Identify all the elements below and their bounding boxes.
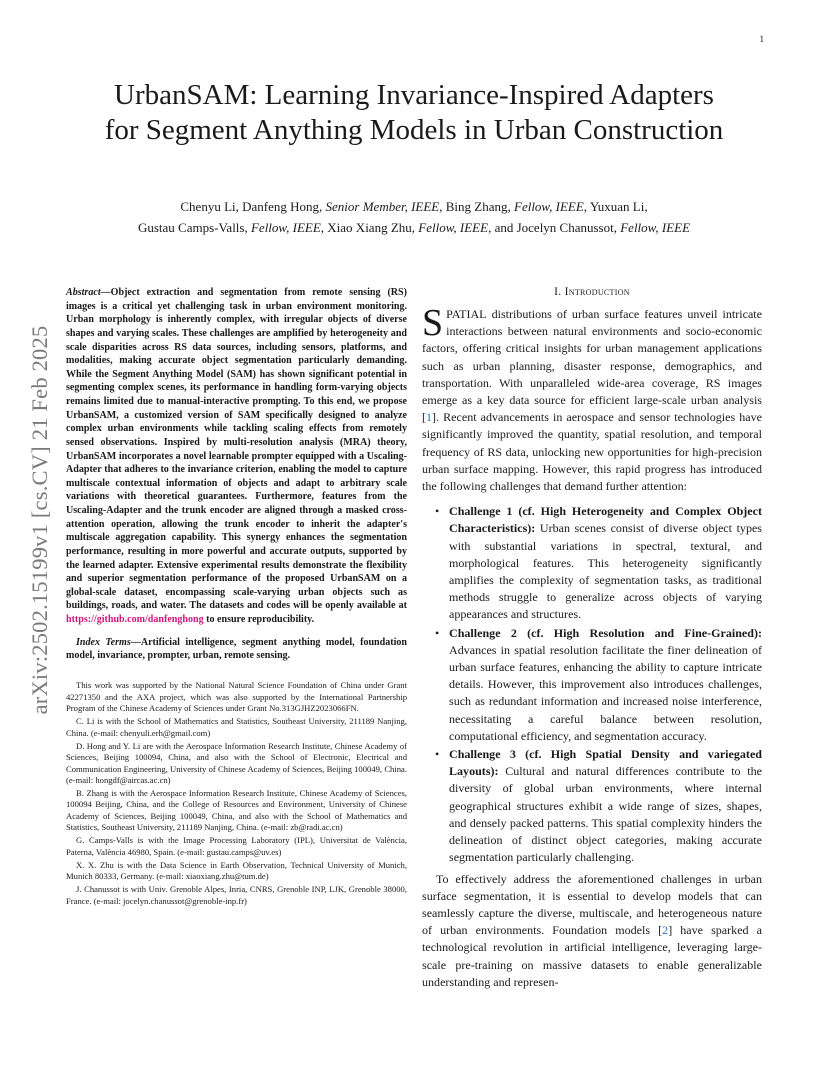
author-membership: Fellow, IEEE <box>250 220 321 235</box>
github-link[interactable]: https://github.com/danfenghong <box>66 614 204 625</box>
challenge-item <box>449 625 762 745</box>
author-name: Danfeng Hong <box>242 199 320 214</box>
author-name: Bing Zhang <box>445 199 508 214</box>
challenge-text: Cultural and natural differences contribute to the diversity of global urban environments, where internal geographical structures exhibit a wide range of sizes, shapes, and densely packed patterns. This spatial complexity hinders the delineation of distinct object categories, making accurate segmentation particularly challenging. <box>449 764 762 865</box>
challenge-title: Challenge 1 (cf. High Heterogeneity and Complex Object Characteristics): <box>449 504 762 536</box>
section-title: Introduction <box>564 286 630 298</box>
abstract-lead: Abstract <box>66 287 101 298</box>
footnote-affiliation: G. Camps-Valls is with the Image Processing Laboratory (IPL), Universitat de València, Paterna, València 46980, Spain. (e-mail: gustau.camps@uv.es) <box>66 835 407 857</box>
intro-paragraph-2 <box>422 871 762 991</box>
abstract-text: —Object extraction and segmentation from remote sensing (RS) images is a critical yet challenging task in urban environment monitoring. Urban morphology is inherently complex, with irregular objects of diverse shapes and varying scales. These challenges are amplified by heterogeneity and scale disparities across RS data sources, including sensors, platforms, and modalities, making accurate object segmentation particularly demanding. While the Segment Anything Model (SAM) has shown significant potential in segmenting complex scenes, its performance in handling form-varying objects remains limited due to manual-interactive prompting. To this end, we propose UrbanSAM, a customized version of SAM specifically designed to analyze complex urban environments while tackling scaling effects from remotely sensed observations. Inspired by multi-resolution analysis (MRA) theory, UrbanSAM incorporates a novel learnable prompter equipped with a Uscaling-Adapter that adheres to the invariance criterion, enabling the model to capture multiscale contextual information of objects and adapt to arbitrary scale variations with theoretical guarantees. Furthermore, features from the Uscaling-Adapter and the trunk encoder are aligned through a masked cross-attention operation, allowing the trunk encoder to inherit the adapter's multiscale aggregation capability. This synergy enhances the segmentation performance, resulting in more powerful and accurate outputs, supported by the learned adapter. Extensive experimental results demonstrate the flexibility and superior segmentation performance of the proposed UrbanSAM on a global-scale dataset, encompassing scale-varying urban objects such as buildings, roads, and water. The datasets and codes will be openly available at <box>66 287 407 612</box>
challenge-title: Challenge 2 (cf. High Resolution and Fine-Grained): <box>449 625 762 640</box>
index-terms <box>66 636 407 663</box>
left-column <box>66 286 407 909</box>
challenge-list <box>422 503 762 866</box>
challenge-item <box>449 746 762 866</box>
abstract-text-end: to ensure reproducibility. <box>203 614 315 625</box>
dropcap-letter: S <box>422 302 444 344</box>
footnote-affiliation: X. X. Zhu is with the Data Science in Earth Observation, Technical University of Munich, Munich 80333, Germany. (e-mail: xiaoxiang.zhu@tum.de) <box>66 859 407 882</box>
intro-smallcaps: PATIAL <box>446 307 487 321</box>
author-name: Yuxuan Li <box>589 199 645 214</box>
author-name: Chenyu Li <box>180 199 236 214</box>
intro-text: To effectively address the aforementioned challenges in urban surface segmentation, it is essential to develop models that can seamlessly capture the diverse, multiscale, and heterogeneous nature of urban environments. Foundation models [ <box>422 871 762 938</box>
index-terms-lead: Index Terms <box>76 636 131 648</box>
author-name: Gustau Camps-Valls <box>137 220 245 235</box>
citation-link[interactable]: 1 <box>426 410 433 425</box>
arxiv-stamp: arXiv:2502.15199v1 [cs.CV] 21 Feb 2025 <box>27 325 52 715</box>
author-name: Jocelyn Chanussot <box>516 220 614 235</box>
section-heading <box>422 286 762 298</box>
index-terms-text: —Artificial intelligence, segment anything model, foundation model, invariance, prompter, urban, remote sensing. <box>66 636 407 662</box>
section-number: I. <box>554 286 565 298</box>
footnote-funding: This work was supported by the National Natural Science Foundation of China under Grant 42271350 and the AXA project, which was also supported by the International Partnership Program of the Chinese Academy of Sciences under Grant No.313GJHZ2023066FN. <box>66 680 407 714</box>
challenge-text: Urban scenes consist of diverse object types with substantial variations in spectral, textural, and morphological features. This heterogeneity significantly amplifies the complexity of segmentation tasks, as traditional methods struggle to generalize across objects of varying appearances and structures. <box>449 521 762 622</box>
page-number: 1 <box>759 34 764 44</box>
footnote-affiliation: B. Zhang is with the Aerospace Information Research Institute, Chinese Academy of Sciences, 100094 Beijing, China, and the College of Resources and Environment, University of Chinese Academy of Sciences, Beijing 100049, China, and also with the School of Mathematics and Statistics, Southeast University, 211189 Nanjing, China. (e-mail: zb@radi.ac.cn) <box>66 788 407 832</box>
intro-paragraph-1 <box>422 302 762 495</box>
footnotes <box>66 680 407 907</box>
footnote-affiliation: D. Hong and Y. Li are with the Aerospace Information Research Institute, Chinese Academy of Sciences, Beijing 100094, China, and also with the School of Electronic, Electrical and Communication Engineering, University of Chinese Academy of Sciences, Beijing 100049, China. (e-mail: hongdf@aircas.ac.cn) <box>66 740 407 785</box>
challenge-text: Advances in spatial resolution facilitate the finer delineation of urban surface features, enhancing the ability to capture intricate details. However, this improvement also introduces challenges, such as redundant information and increased noise interference, necessitating a careful balance between resolution, computational efficiency, and segmentation accuracy. <box>449 642 762 743</box>
challenge-title: Challenge 3 (cf. High Spatial Density and variegated Layouts): <box>449 747 762 779</box>
intro-text: ]. Recent advancements in aerospace and sensor technologies have significantly improved the quantity, spatial resolution, and temporal frequency of RS data, unlocking new opportunities for high-precision urban surface mapping. However, this rapid progress has introduced the following challenges that demand further attention: <box>422 410 762 494</box>
author-membership: Senior Member, IEEE <box>325 199 440 214</box>
right-column <box>422 286 762 991</box>
intro-text: ] have sparked a technological revolution in artificial intelligence, leveraging large-scale pre-training on massive datasets to enable generalizable understanding and represen- <box>422 923 762 989</box>
paper-title: UrbanSAM: Learning Invariance-Inspired Adapters for Segment Anything Models in Urban Construction <box>104 79 724 146</box>
challenge-item <box>449 503 762 623</box>
author-membership: Fellow, IEEE <box>418 220 489 235</box>
intro-text: distributions of urban surface features unveil intricate interactions between natural environments and socio-economic factors, offering critical insights for urban management applications such as urban planning, disaster response, demographics, and transportation. With unparalleled wide-area coverage, RS images emerge as a key data source for efficient large-scale urban analysis [ <box>422 307 762 425</box>
author-membership: Fellow, IEEE <box>620 220 691 235</box>
author-list: Chenyu Li, Danfeng Hong, Senior Member, IEEE, Bing Zhang, Fellow, IEEE, Yuxuan Li, Gustau Camps-Valls, Fellow, IEEE, Xiao Xiang Zhu, Fellow, IEEE, and Jocelyn Chanussot, Fellow, IEEE <box>137 199 691 235</box>
footnote-affiliation: J. Chanussot is with Univ. Grenoble Alpes, Inria, CNRS, Grenoble INP, LJK, Grenoble 38000, France. (e-mail: jocelyn.chanussot@grenoble-inp.fr) <box>66 884 407 906</box>
abstract <box>66 286 407 627</box>
citation-link[interactable]: 2 <box>662 923 669 938</box>
footnote-affiliation: C. Li is with the School of Mathematics and Statistics, Southeast University, 211189 Nanjing, China. (e-mail: chenyuli.erh@gmail.com) <box>66 716 407 738</box>
author-membership: Fellow, IEEE <box>514 199 584 214</box>
author-name: Xiao Xiang Zhu <box>327 220 412 235</box>
